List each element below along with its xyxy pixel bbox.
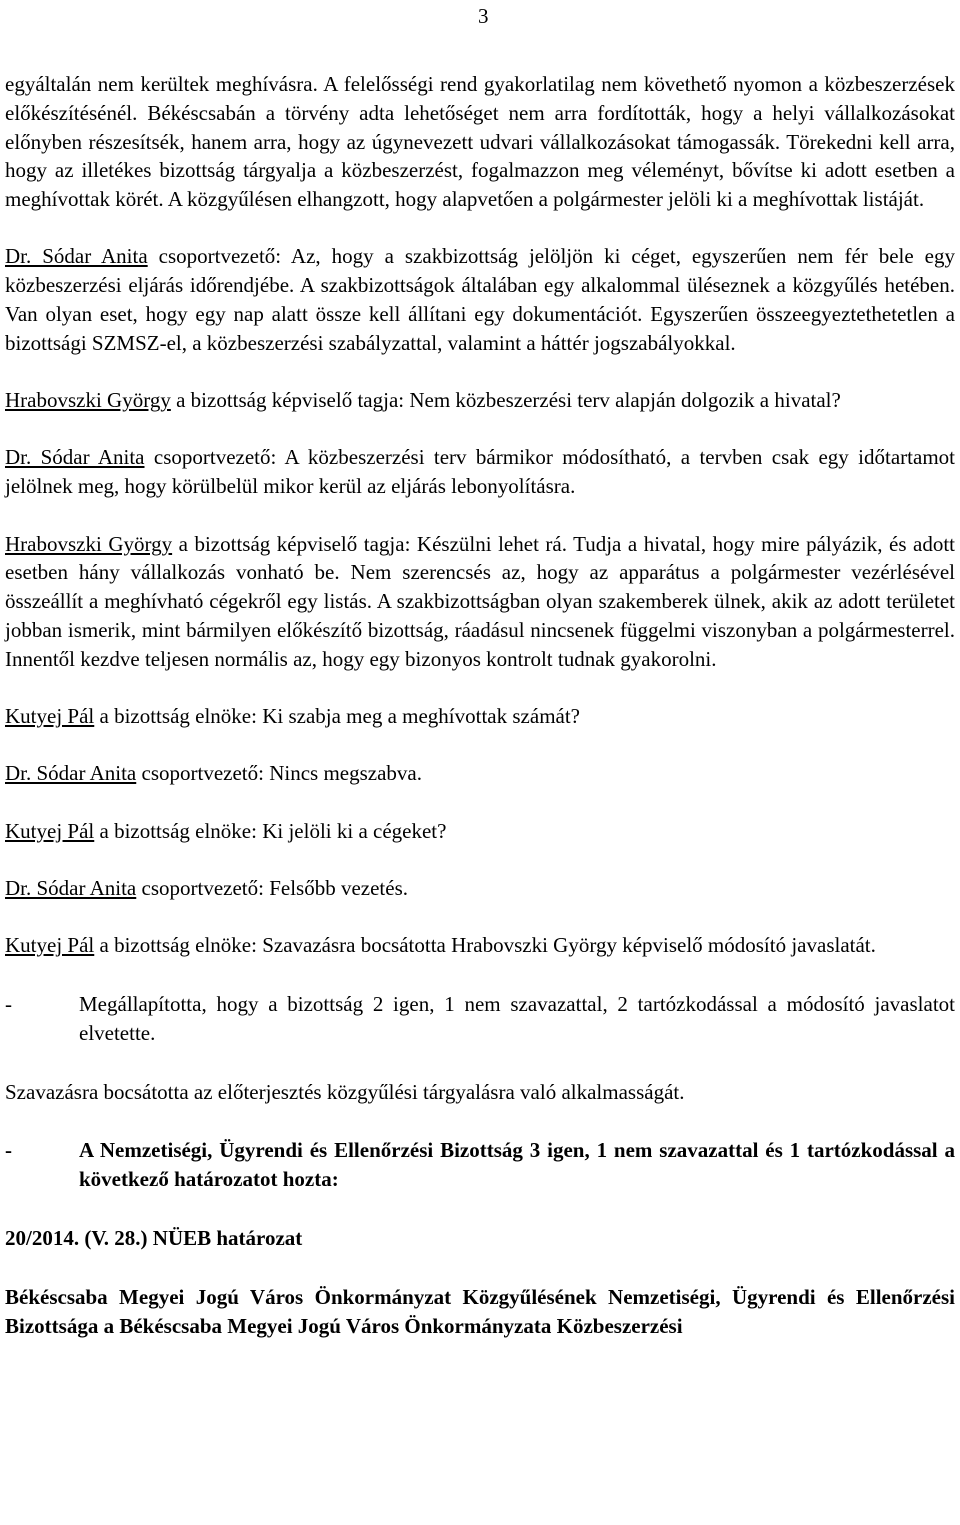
speaker-name: Kutyej Pál	[5, 933, 95, 958]
list-dash: -	[5, 992, 12, 1017]
speech-text: a bizottság elnöke: Szavazásra bocsátotta Hrabovszki György képviselő módosító javaslatát.	[94, 933, 876, 958]
speech-text: a bizottság elnöke: Ki jelöli ki a cégeket?	[94, 818, 447, 843]
paragraph-kutyej-3	[5, 931, 955, 960]
speech-text: a bizottság képviselő tagja: Készülni lehet rá. Tudja a hivatal, hogy mire pályázik, és adott esetben hány vállalkozás vonható be. Nem szerencsés az, hogy az apparátus a polgármester vezérlésével összeállít a meghívható cégekről egy listás. A szakbizottságban olyan szakemberek ülnek, akik az adott területet jobban ismerik, mint bármilyen előkészítő bizottság, ráadásul nincsenek függelmi viszonyban a polgármesterrel. Innentől kezdve teljesen normális az, hogy egy bizonyos kontrolt tudnak gyakorolni.	[5, 531, 956, 671]
vote-result-text: Megállapította, hogy a bizottság 2 igen, 1 nem szavazattal, 2 tartózkodással a módosító javaslatot elvetette.	[79, 992, 955, 1045]
speaker-name: Dr. Sódar Anita	[5, 875, 137, 900]
paragraph-sodar-4	[5, 874, 955, 903]
paragraph-vote-call: Szavazásra bocsátotta az előterjesztés közgyűlési tárgyalásra való alkalmasságát.	[5, 1079, 685, 1104]
speech-text: csoportvezető: A közbeszerzési terv bármikor módosítható, a tervben csak egy időtartamot jelölnek meg, hogy körülbelül mikor kerül az eljárás lebonyolításra.	[5, 445, 955, 499]
paragraph-kutyej-1	[5, 702, 955, 731]
speech-text: a bizottság képviselő tagja: Nem közbeszerzési terv alapján dolgozik a hivatal?	[170, 388, 841, 413]
committee-decision-item	[5, 1136, 955, 1194]
speaker-name: Dr. Sódar Anita	[5, 244, 148, 269]
paragraph-hrabovszki-1	[5, 386, 955, 415]
resolution-text: Békéscsaba Megyei Jogú Város Önkormányzat Közgyűlésének Nemzetiségi, Ügyrendi és Ellenőrzési Bizottsága a Békéscsaba Megyei Jogú Város Önkormányzata Közbeszerzési	[5, 1284, 955, 1338]
vote-result-item	[5, 990, 955, 1048]
speaker-name: Hrabovszki György	[5, 388, 171, 413]
paragraph-hrabovszki-2	[5, 530, 955, 674]
speaker-name: Kutyej Pál	[5, 704, 95, 729]
speaker-name: Kutyej Pál	[5, 818, 95, 843]
paragraph-sodar-1	[5, 242, 955, 357]
speech-text: csoportvezető: Az, hogy a szakbizottság jelöljön ki céget, egyszerűen nem fér bele egy közbeszerzési eljárás időrendjébe. A szakbizottságok általában egy alkalommal üléseznek a közgyűlés hetében. Van olyan eset, hogy egy nap alatt össze kell állítani egy dokumentációt. Egyszerűen összeegyeztethetetlen a bizottsági SZMSZ-el, a közbeszerzési szabályzattal, valamint a háttér jogszabályokkal.	[5, 244, 955, 355]
paragraph-kutyej-2	[5, 817, 955, 846]
list-dash: -	[5, 1138, 12, 1163]
speech-text: csoportvezető: Felsőbb vezetés.	[136, 875, 408, 900]
paragraph-sodar-2	[5, 443, 955, 501]
speaker-name: Dr. Sódar Anita	[5, 445, 145, 470]
paragraph-sodar-3	[5, 759, 955, 788]
paragraph-intro: egyáltalán nem kerültek meghívásra. A felelősségi rend gyakorlatilag nem követhető nyomon a közbeszerzések előkészítésénél. Békéscsabán a törvény adta lehetőséget nem arra fordították, hogy a helyi vállalkozásokat előnyben részesítsék, hanem arra, hogy az úgynevezett udvari vállalkozásokat támogassák. Törekedni kell arra, hogy az illetékes bizottság tárgyalja a közbeszerzést, fogalmazzon meg véleményt, bővítse ki adott esetben a meghívottak körét. A közgyűlésen elhangzott, hogy alapvetően a polgármester jelöli ki a meghívottak listáját.	[5, 72, 955, 212]
speech-text: a bizottság elnöke: Ki szabja meg a meghívottak számát?	[94, 704, 580, 729]
page-number: 3	[478, 4, 489, 28]
speech-text: csoportvezető: Nincs megszabva.	[136, 761, 422, 786]
committee-decision-text: A Nemzetiségi, Ügyrendi és Ellenőrzési Bizottság 3 igen, 1 nem szavazattal és 1 tartózkodással a következő határozatot hozta:	[79, 1138, 955, 1192]
speaker-name: Hrabovszki György	[5, 531, 173, 556]
resolution-title: 20/2014. (V. 28.) NÜEB határozat	[5, 1226, 303, 1251]
speaker-name: Dr. Sódar Anita	[5, 761, 137, 786]
document-body	[5, 70, 955, 1340]
